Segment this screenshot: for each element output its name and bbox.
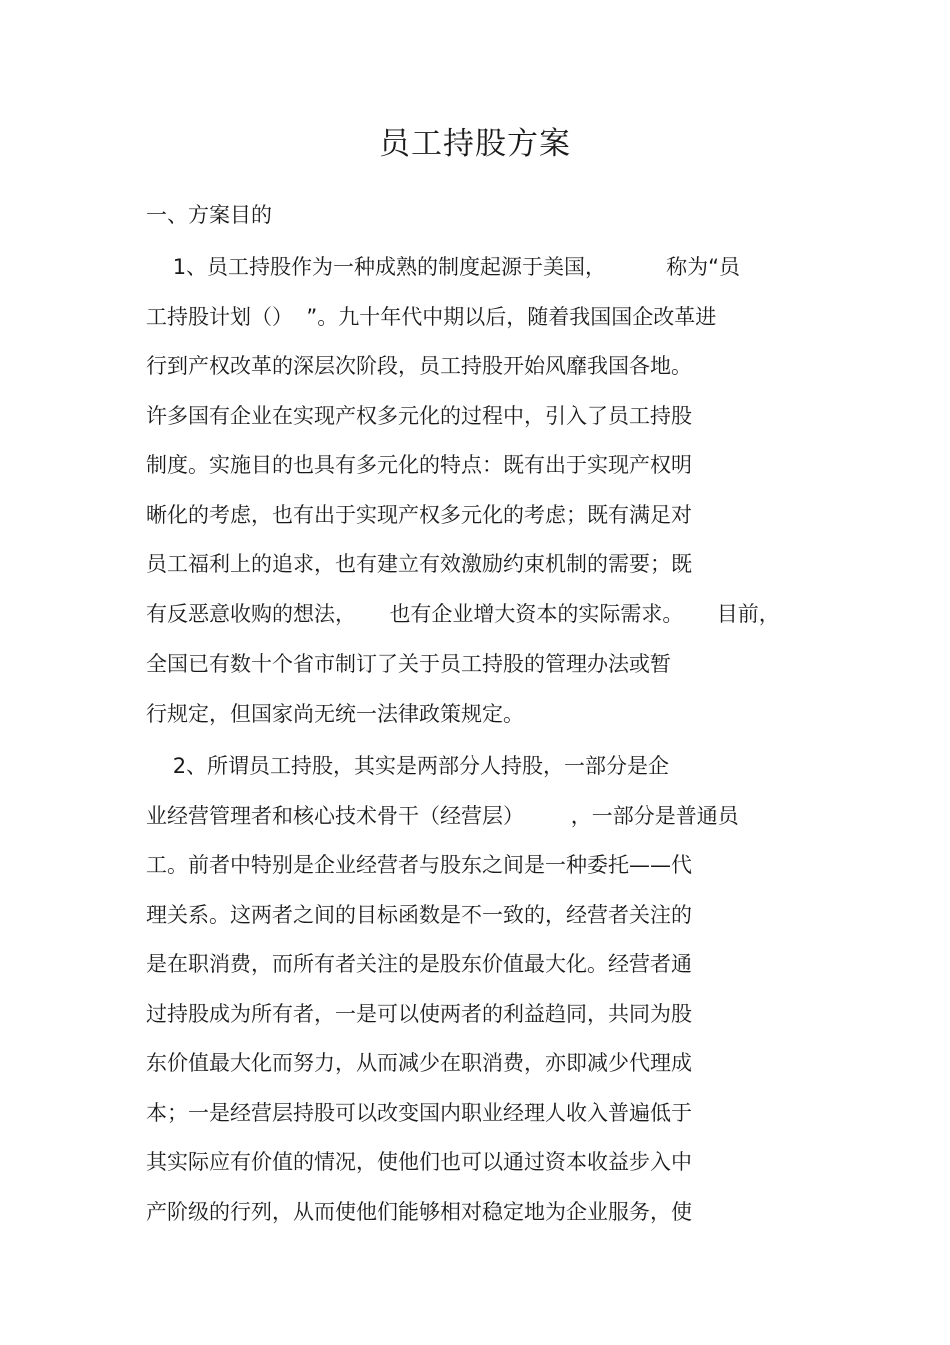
section-heading: 一、方案目的 [146, 203, 272, 227]
text-line: 行到产权改革的深层次阶段，员工持股开始风靡我国各地。 [146, 354, 692, 378]
text-line: 工。前者中特别是企业经营者与股东之间是一种委托——代 [146, 853, 692, 877]
text-line: 工持股计划（） ”。九十年代中期以后，随着我国国企改革进 [146, 305, 717, 329]
text-line: 2、所谓员工持股，其实是两部分人持股，一部分是企 [146, 754, 670, 778]
text-line: 是在职消费，而所有者关注的是股东价值最大化。经营者通 [146, 952, 692, 976]
text-line: 行规定，但国家尚无统一法律政策规定。 [146, 702, 524, 726]
text-line: 产阶级的行列，从而使他们能够相对稳定地为企业服务，使 [146, 1200, 692, 1224]
text-line: 制度。实施目的也具有多元化的特点：既有出于实现产权明 [146, 453, 692, 477]
document-title: 员工持股方案 [379, 126, 571, 162]
text-line: 1、员工持股作为一种成熟的制度起源于美国， 称为“员 [146, 255, 741, 279]
text-line: 本；一是经营层持股可以改变国内职业经理人收入普遍低于 [146, 1101, 692, 1125]
text-line: 晰化的考虑，也有出于实现产权多元化的考虑；既有满足对 [146, 503, 692, 527]
text-line: 业经营管理者和核心技术骨干（经营层） ，一部分是普通员 [146, 804, 739, 828]
text-line: 其实际应有价值的情况，使他们也可以通过资本收益步入中 [146, 1150, 692, 1174]
text-line: 员工福利上的追求，也有建立有效激励约束机制的需要；既 [146, 552, 692, 576]
text-line: 全国已有数十个省市制订了关于员工持股的管理办法或暂 [146, 652, 671, 676]
text-line: 有反恶意收购的想法， 也有企业增大资本的实际需求。 目前， [146, 602, 780, 626]
text-line: 东价值最大化而努力，从而减少在职消费，亦即减少代理成 [146, 1051, 692, 1075]
text-line: 理关系。这两者之间的目标函数是不一致的，经营者关注的 [146, 903, 692, 927]
text-line: 过持股成为所有者，一是可以使两者的利益趋同，共同为股 [146, 1002, 692, 1026]
text-line: 许多国有企业在实现产权多元化的过程中，引入了员工持股 [146, 404, 692, 428]
